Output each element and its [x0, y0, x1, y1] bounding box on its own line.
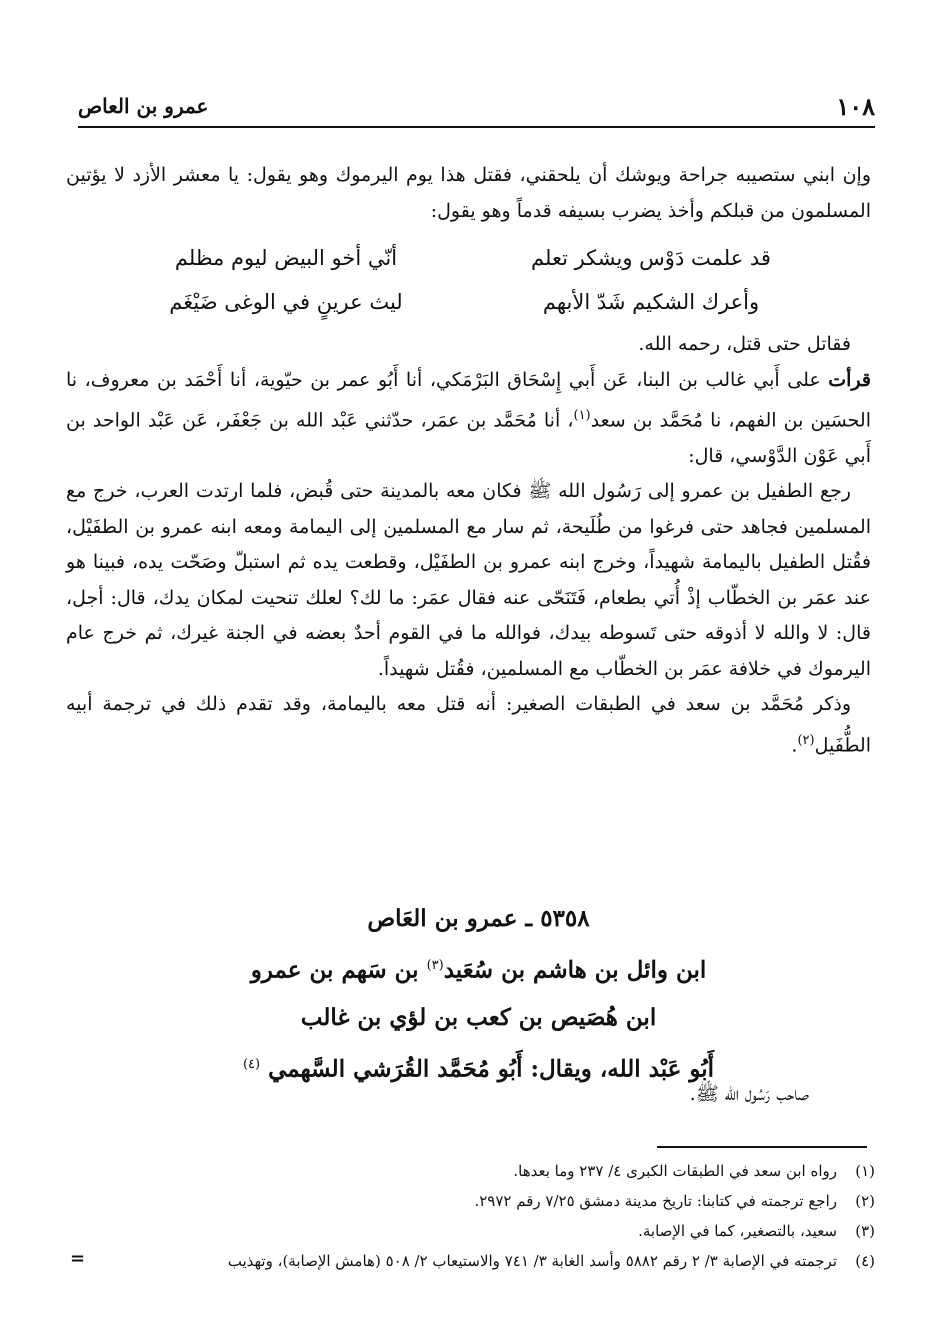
- entry-title: ٥٣٥٨ ـ عمرو بن العَاص: [367, 905, 590, 932]
- running-title: عمرو بن العاص: [78, 94, 209, 118]
- paragraph: فقاتل حتى قتل، رحمه الله.: [638, 333, 851, 355]
- companion-line: صاحب رَسُول الله ﷺ.: [689, 1083, 809, 1105]
- page-header: [78, 86, 875, 128]
- footnote-text: رواه ابن سعد في الطبقات الكبرى ٤/ ٢٣٧ وما بعدها.: [513, 1162, 837, 1180]
- isnad-paragraph: [66, 363, 871, 475]
- footnote-text: سعيد، بالتصغير، كما في الإصابة.: [638, 1222, 837, 1240]
- paragraph-end: .: [791, 734, 798, 757]
- footnote-text: راجع ترجمته في كتابنا: تاريخ مدينة دمشق ٧/٢٥ رقم ٢٩٧٢.: [474, 1192, 837, 1210]
- paragraph-lead-word: قرأت: [828, 368, 871, 391]
- paragraph: وإن ابني ستصيبه جراحة ويوشك أن يلحقني، فقتل هذا يوم اليرموك وهو يقول: يا معشر الأزد لا يؤتين المسلمون من قبلكم وأخذ يضرب بسيفه قدماً وهو يقول:: [66, 164, 872, 222]
- footnote: [70, 1186, 875, 1216]
- paragraph: [66, 687, 871, 763]
- poem-verse: [66, 237, 871, 281]
- paragraph-text: وذكر مُحَمَّد بن سعد في الطبقات الصغير: أنه قتل معه باليمامة، وقد تقدم ذلك في ترجمة أبيه الطُّفَيل: [66, 693, 871, 757]
- second-hemistich: أنّي أخو البيض ليوم مظلم: [174, 246, 398, 271]
- footnote: [70, 1246, 875, 1276]
- second-hemistich: ليث عرينٍ في الوغى ضَيْغَم: [169, 290, 403, 315]
- lineage-part: ابن وائل بن هاشم بن سُعَيد: [443, 956, 707, 984]
- paragraph: رجع الطفيل بن عمرو إلى رَسُول الله ﷺ فكان معه بالمدينة حتى قُبض، فلما ارتدت العرب، خرج مع المسلمين فجاهد حتى فرغوا من طُلَيحة، ثم سار مع المسلمين إلى اليمامة ومعه ابنه عمرو بن الطفَيْل، فقُتل الطفيل باليمامة شهيداً، وخرج ابنه عمرو بن الطفَيْل، وقطعت يده ثم استبلّ وصَحّت يده، فبينا هو عند عمَر بن الخطّاب إذْ أُتي بطعام، فَتَنَحّى عنه فقال عمَر: ما لك؟ لعلك تنحيت لمكان يدك، قال: أجل، قال: لا والله لا أذوقه حتى تَسوطه بيدك، فوالله ما في القوم أحدٌ بعضه في الجنة غيرك، ثم خرج عام اليرموك في خلافة عمَر بن الخطّاب مع المسلمين، فقُتل شهيداً.: [66, 480, 871, 680]
- footnote-number: (٢): [855, 1192, 875, 1210]
- footnote-number: (٤): [855, 1252, 875, 1270]
- first-hemistich: قد علمت دَوْس ويشكر تعلم: [531, 246, 771, 271]
- poem: [66, 237, 871, 325]
- footnote: [70, 1156, 875, 1186]
- footnote-ref: (٤): [242, 1056, 261, 1072]
- lineage-part: بن سَهم بن عمرو: [250, 956, 427, 984]
- isnad-text-a: على أَبي غالب بن البنا، عَن أَبي إِسْحَاق البَرْمَكي، أنا أَبُو عمر بن حيّوية، أنا أَحْمَد بن معروف، نا الحسَين بن الفهم، نا مُحَمَّد بن سعد: [66, 368, 871, 432]
- isnad-text-b: ، أنا مُحَمَّد بن عمَر، حدّثني عَبْد الله بن جَعْفَر، عَن عَبْد الواحد بن أَبي عَوْن الدَّوْسي، قال:: [66, 409, 871, 467]
- footnote-number: (١): [855, 1162, 875, 1180]
- continuation-mark: =: [70, 1248, 86, 1269]
- poem-verse: [66, 281, 871, 325]
- footnote-ref: (٣): [426, 958, 444, 973]
- first-hemistich: وأعرك الشكيم شَدّ الأبهم: [542, 290, 760, 315]
- entry-lineage: [120, 942, 837, 994]
- biography-entry-heading: [120, 895, 837, 1092]
- footnote-ref: (١): [573, 408, 591, 423]
- main-text: [66, 158, 871, 764]
- kunya-text: أَبُو عَبْد الله، ويقال: أَبُو مُحَمَّد القُرَشي السَّهمي: [268, 1055, 715, 1083]
- footnotes: [70, 1156, 875, 1276]
- footnote-divider: [657, 1146, 867, 1148]
- entry-lineage: ابن هُصَيص بن كعب بن لؤي بن غالب: [300, 1003, 657, 1031]
- page-number: ١٠٨: [836, 91, 875, 121]
- footnote-text: ترجمته في الإصابة ٣/ ٢ رقم ٥٨٨٢ وأسد الغابة ٣/ ٧٤١ والاستيعاب ٢/ ٥٠٨ (هامش الإصابة)، وتهذيب: [227, 1252, 837, 1270]
- footnote-ref: (٢): [797, 732, 815, 748]
- footnote: [70, 1216, 875, 1246]
- footnote-number: (٣): [855, 1222, 875, 1240]
